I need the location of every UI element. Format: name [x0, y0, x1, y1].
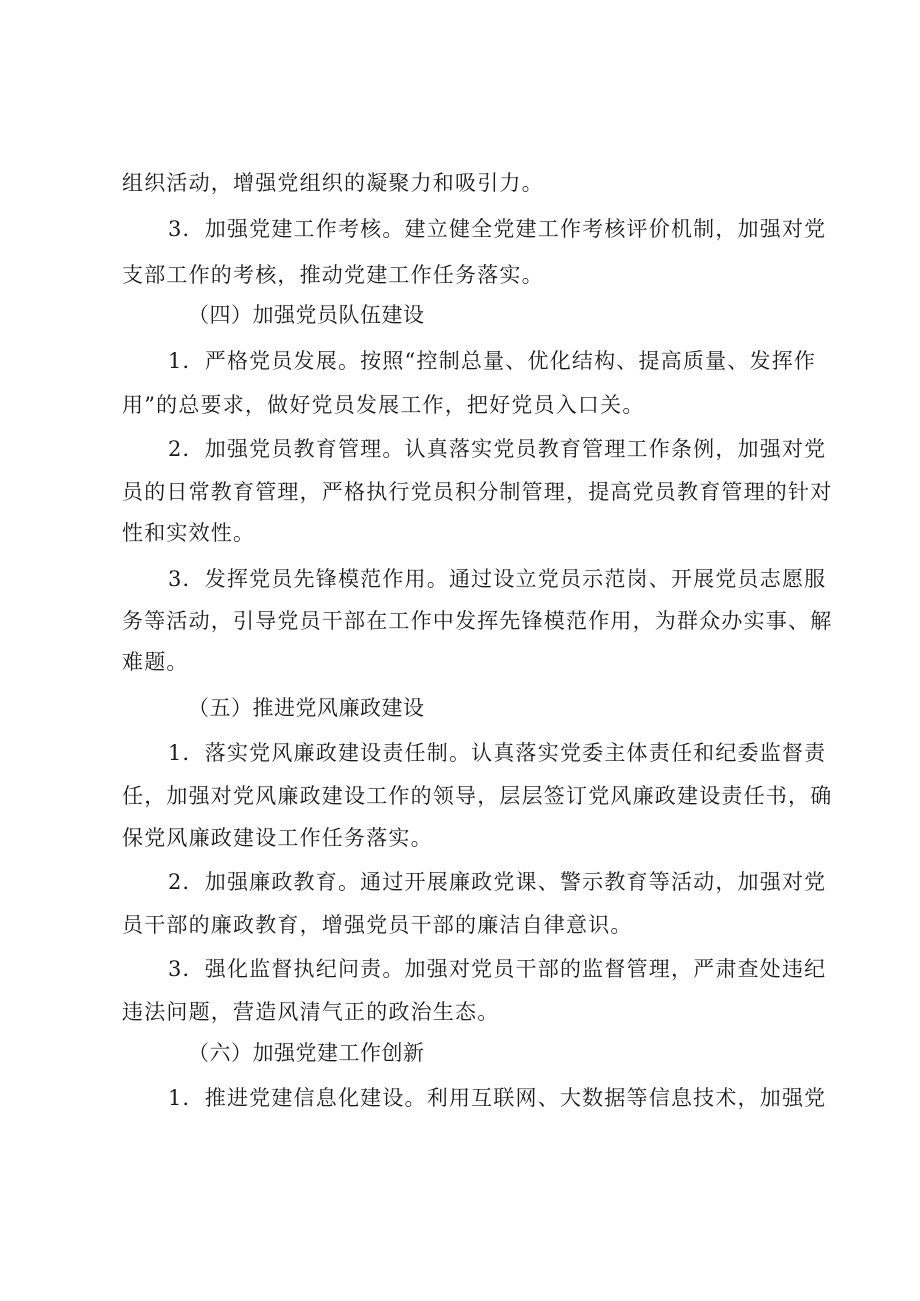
- section-heading: （六）加强党建工作创新: [188, 1041, 425, 1065]
- section-heading: （四）加强党员队伍建设: [188, 303, 425, 327]
- paragraph-line: 支部工作的考核，推动党建工作任务落实。: [122, 263, 544, 287]
- paragraph-line: 3．强化监督执纪问责。加强对党员干部的监督管理，严肃查处违纪: [168, 957, 827, 981]
- section-heading: （五）推进党风廉政建设: [188, 696, 425, 720]
- paragraph-line: 员的日常教育管理，严格执行党员积分制管理，提高党员教育管理的针对: [122, 480, 833, 504]
- paragraph-line: 组织活动，增强党组织的凝聚力和吸引力。: [122, 171, 544, 195]
- paragraph-line: 员干部的廉政教育，增强党员干部的廉洁自律意识。: [122, 913, 633, 937]
- paragraph-line: 任，加强对党风廉政建设工作的领导，层层签订党风廉政建设责任书，确: [122, 784, 833, 808]
- paragraph-line: 违法问题，营造风清气正的政治生态。: [122, 1000, 500, 1024]
- paragraph-line: 1．落实党风廉政建设责任制。认真落实党委主体责任和纪委监督责: [168, 741, 827, 765]
- paragraph-line: 1．推进党建信息化建设。利用互联网、大数据等信息技术，加强党: [168, 1086, 827, 1110]
- paragraph-line: 2．加强党员教育管理。认真落实党员教育管理工作条例，加强对党: [168, 437, 827, 461]
- paragraph-line: 3．发挥党员先锋模范作用。通过设立党员示范岗、开展党员志愿服: [168, 567, 827, 591]
- paragraph-line: 3．加强党建工作考核。建立健全党建工作考核评价机制，加强对党: [168, 217, 827, 241]
- paragraph-line: 务等活动，引导党员干部在工作中发挥先锋模范作用，为群众办实事、解: [122, 609, 833, 633]
- paragraph-line: 难题。: [122, 650, 189, 674]
- paragraph-line: 2．加强廉政教育。通过开展廉政党课、警示教育等活动，加强对党: [168, 870, 827, 894]
- paragraph-line: 保党风廉政建设工作任务落实。: [122, 826, 433, 850]
- paragraph-line: 1．严格党员发展。按照“控制总量、优化结构、提高质量、发挥作: [168, 349, 817, 373]
- paragraph-line: 用”的总要求，做好党员发展工作，把好党员入口关。: [122, 393, 645, 417]
- paragraph-line: 性和实效性。: [122, 521, 256, 545]
